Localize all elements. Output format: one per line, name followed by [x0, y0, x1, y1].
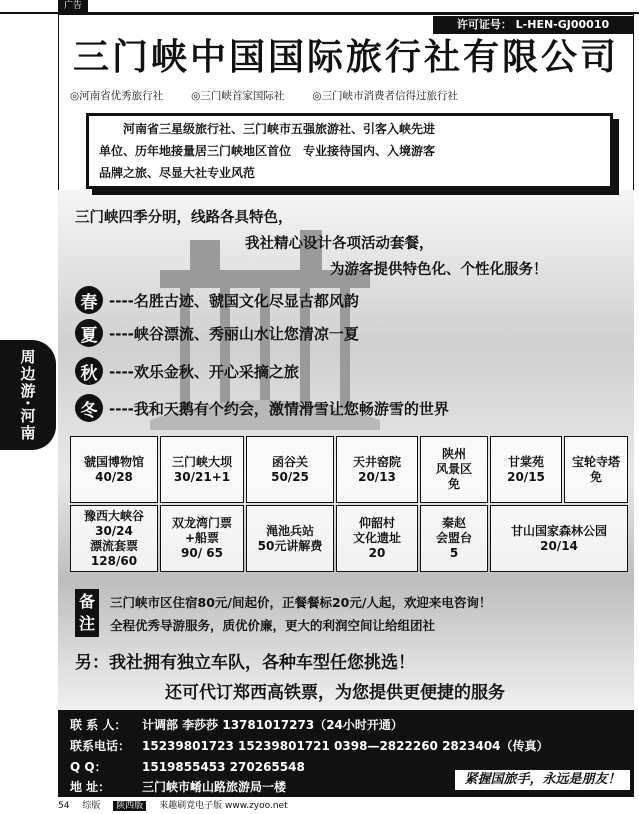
contact-row: [70, 778, 286, 795]
attraction-name: 双龙湾门票 +船票: [171, 516, 232, 545]
contact-label: Q Q：: [70, 760, 107, 774]
attraction-name: 甘棠苑: [507, 454, 544, 469]
slogan-line-1: 三门峡四季分明，线路各具特色，: [75, 210, 293, 226]
contact-value: 15239801723 15239801721 0398—2822260 2823404（传真）: [142, 739, 549, 753]
summer-icon: 夏: [75, 319, 103, 347]
honor-item: ◎三门峡市消费者信得过旅行社: [312, 90, 459, 102]
attraction-price: 免: [447, 477, 460, 491]
season-autumn: [75, 356, 299, 386]
page-footer: [58, 799, 634, 814]
spring-icon: 春: [75, 286, 103, 314]
honors-line: [70, 88, 630, 103]
attraction-price: 90/ 65: [181, 546, 223, 560]
contact-label: 联 系 人：: [70, 718, 127, 732]
remark-line: 全程优秀导游服务，质优价廉，更大的利润空间让给组团社: [110, 618, 436, 633]
contact-label: 地 址：: [70, 780, 111, 794]
attraction-price: 20: [368, 546, 386, 560]
attraction-name: 函谷关: [271, 454, 308, 469]
price-cell: [160, 436, 244, 503]
autumn-icon: 秋: [75, 357, 103, 385]
attraction-name: 虢国博物馆: [83, 454, 144, 469]
attraction-name: 陕州 风景区: [435, 447, 472, 476]
company-title: 三门峡中国国际旅行社有限公司: [72, 37, 619, 78]
attraction-name: 渑池兵站: [265, 523, 314, 538]
price-cell: [70, 436, 158, 503]
remark-label: [75, 589, 99, 637]
season-text: ----我和天鹅有个约会，激情滑雪让您畅游雪的世界: [109, 399, 449, 418]
remark-char: 备: [78, 592, 95, 611]
attraction-price: 40/28: [95, 469, 133, 484]
intro-line: 单位、历年地接量居三门峡地区首位 专业接待国内、入境游客: [99, 144, 436, 158]
attraction-price: 20/14: [540, 538, 578, 553]
season-text: ----峡谷漂流、秀丽山水让您清凉一夏: [109, 324, 359, 343]
contact-label: 联系电话：: [70, 739, 131, 753]
side-tab: 周边游·河南: [0, 340, 56, 450]
attraction-price: 128/60: [90, 553, 138, 568]
price-grid: [70, 436, 628, 572]
attraction-price: 5: [449, 546, 459, 560]
season-spring: [75, 285, 359, 315]
attraction-name: 秦赵 会盟台: [435, 516, 472, 545]
attraction-name: 豫西大峡谷 30/24 漂流套票: [83, 508, 144, 553]
intro-line: 河南省三星级旅行社、三门峡市五强旅游社、引客入峡先进: [123, 122, 436, 136]
attraction-price: 30/21+1: [173, 469, 231, 484]
price-cell: [70, 505, 158, 572]
edition-label: 综版: [82, 801, 101, 811]
honor-item: ◎河南省优秀旅行社: [70, 90, 164, 102]
attraction-price: 免: [589, 469, 602, 484]
motto-badge: 紧握国旅手，永远是朋友！: [455, 770, 630, 790]
attraction-name: 甘山国家森林公园: [510, 523, 607, 538]
attraction-price: 50/25: [271, 469, 309, 484]
contact-row: [70, 737, 549, 754]
attraction-name: 三门峡大坝: [171, 454, 232, 469]
section-label: 陕西版: [113, 801, 146, 811]
winter-icon: 冬: [75, 394, 103, 422]
page-number: 54: [58, 801, 70, 811]
season-text: ----欢乐金秋、开心采摘之旅: [109, 362, 299, 381]
contact-row: [70, 758, 305, 775]
attraction-price: 20/13: [358, 469, 396, 484]
price-cell: [246, 436, 334, 503]
remark-char: 注: [78, 614, 95, 633]
price-cell: [336, 505, 418, 572]
contact-row: [70, 716, 403, 733]
license-number: 许可证号： L-HEN-GJ00010: [433, 16, 633, 34]
site-link[interactable]: 來趣刷竟电子版 www.zyoo.net: [159, 801, 288, 811]
attraction-price: 20/15: [507, 469, 545, 484]
price-cell: [420, 505, 488, 572]
price-cell: [336, 436, 418, 503]
honor-item: ◎三门峡首家国际社: [191, 90, 285, 102]
price-cell: [490, 505, 628, 572]
highlight-fleet: 另：我社拥有独立车队，各种车型任您挑选！: [75, 653, 415, 673]
price-cell: [246, 505, 334, 572]
remark-line: 三门峡市区住宿80元/间起价，正餐餐标20元/人起，欢迎来电咨询！: [110, 595, 492, 610]
attraction-name: 宝轮寺塔: [571, 454, 620, 469]
attraction-name: 天井窑院: [352, 454, 401, 469]
slogan-line-2: 我社精心设计各项活动套餐，: [245, 236, 434, 252]
contact-value: 计调部 李莎莎 13781017273（24小时开通）: [142, 718, 403, 732]
season-summer: [75, 318, 359, 348]
intro-box: [86, 113, 613, 189]
price-cell: [420, 436, 488, 503]
season-winter: [75, 393, 449, 423]
price-cell: [490, 436, 562, 503]
price-cell: [564, 436, 628, 503]
intro-line: 品牌之旅、尽显大社专业风范: [99, 166, 256, 180]
attraction-price: 50元讲解费: [257, 538, 323, 553]
slogan-line-3: 为游客提供特色化、个性化服务！: [330, 262, 548, 278]
attraction-name: 仰韶村 文化遗址: [352, 516, 401, 545]
contact-value: 三门峡市崤山路旅游局一楼: [142, 780, 287, 794]
contact-value: 1519855453 270265548: [142, 760, 305, 774]
highlight-rail: 还可代订郑西高铁票，为您提供更便捷的服务: [165, 683, 505, 703]
price-cell: [160, 505, 244, 572]
ad-tag: 广告: [58, 0, 88, 13]
season-text: ----名胜古迹、虢国文化尽显古都风韵: [109, 291, 359, 310]
